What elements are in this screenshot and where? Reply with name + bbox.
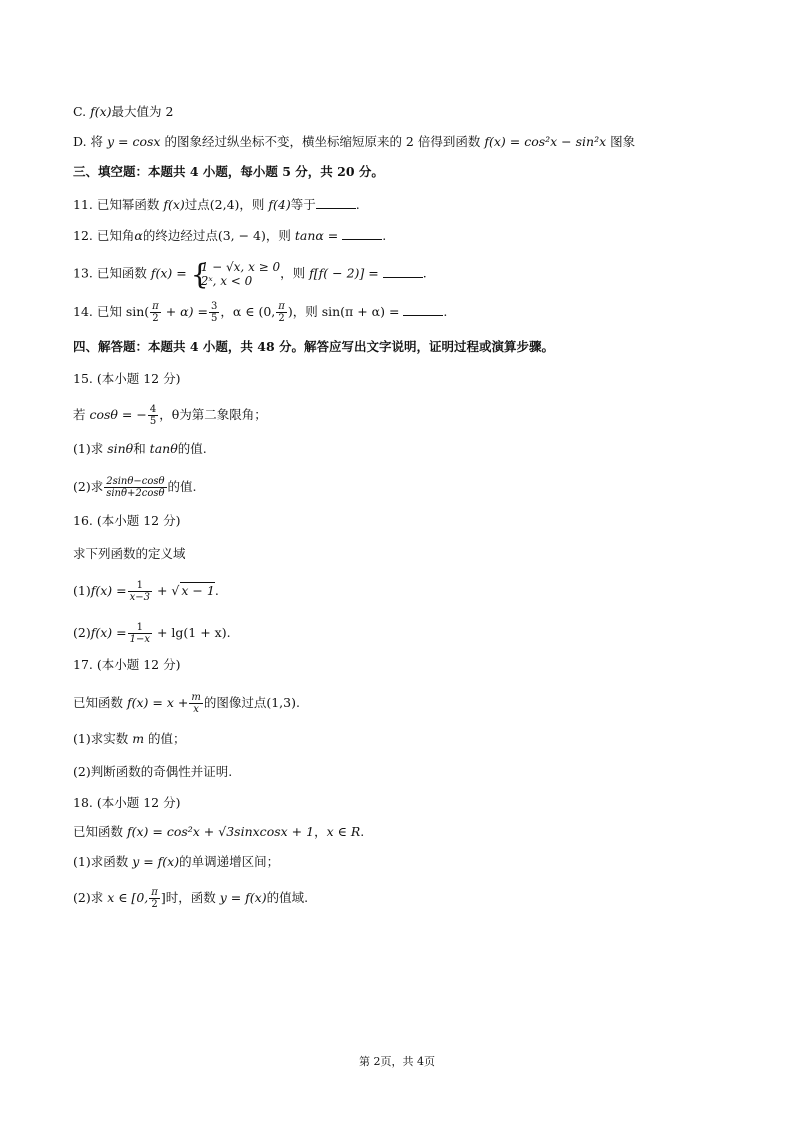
fraction: $\frac{1}{x-3}$ <box>129 580 150 603</box>
question-18-part-2: (2)求 x ∈ [0, $\frac{\pi}{2}$ ]时，函数 y = f(x)的值域. <box>73 887 309 910</box>
question-17-part-1: (1)求实数 m 的值； <box>73 731 186 746</box>
question-18-part-1: (1)求函数 y = f(x)的单调递增区间； <box>73 854 280 869</box>
question-14: 14. 已知 sin( $\frac{\pi}{2}$ + α) = $\frac{3}{5}$ ，α ∈ (0, $\frac{\pi}{2}$ )，则 sin(π + α) = . <box>73 301 448 324</box>
section-solution-title: 四、解答题：本题共 4 小题，共 48 分。解答应写出文字说明，证明过程或演算步骤。 <box>73 339 555 354</box>
section-fill-in-title: 三、填空题：本题共 4 小题，每小题 5 分，共 20 分。 <box>73 164 384 179</box>
question-12: 12. 已知角α的终边经过点(3, − 4)，则 tanα = . <box>73 228 387 243</box>
fraction: $\frac{3}{5}$ <box>210 301 218 324</box>
question-16-heading: 16. (本小题 12 分) <box>73 513 181 528</box>
question-18-condition: 已知函数 f(x) = cos²x + √3sinxcosx + 1，x ∈ R. <box>73 824 365 839</box>
fraction: $\frac{\pi}{2}$ <box>152 301 159 324</box>
question-18-heading: 18. (本小题 12 分) <box>73 795 181 810</box>
fraction: $\frac{\pi}{2}$ <box>151 887 158 910</box>
fraction: $\frac{2\sin\theta-\cos\theta}{\sin\theta+2\cos\theta}$ <box>106 476 165 499</box>
answer-blank <box>383 265 423 278</box>
question-17-heading: 17. (本小题 12 分) <box>73 657 181 672</box>
square-root: x − 1 <box>181 583 215 598</box>
answer-blank <box>342 227 382 240</box>
fraction: $\frac{1}{1-x}$ <box>129 622 150 645</box>
page-footer: 第 2页，共 4页 <box>359 1055 435 1068</box>
question-15-part-1: (1)求 sinθ和 tanθ的值. <box>73 441 207 456</box>
question-15-condition: 若 cosθ = − $\frac{4}{5}$ ，θ为第二象限角； <box>73 404 267 427</box>
question-16-condition: 求下列函数的定义域 <box>73 546 186 561</box>
answer-blank <box>403 303 443 316</box>
question-17-condition: 已知函数 f(x) = x + $\frac{m}{x}$ 的图像过点(1,3). <box>73 692 300 715</box>
question-13: 13. 已知函数 f(x) = { 1 − √x, x ≥ 0 2ˣ, x < 0 ，则 f[f( − 2)] = . <box>73 258 427 291</box>
option-c: C. f(x)最大值为 2 <box>73 104 174 119</box>
brace-symbol: { <box>190 258 209 291</box>
question-15-heading: 15. (本小题 12 分) <box>73 371 181 386</box>
question-16-part-2: (2)f(x) = $\frac{1}{1-x}$ + lg(1 + x). <box>73 622 231 645</box>
fraction: $\frac{\pi}{2}$ <box>278 301 285 324</box>
fraction: $\frac{m}{x}$ <box>191 692 201 715</box>
fraction: $\frac{4}{5}$ <box>149 404 157 427</box>
question-16-part-1: (1)f(x) = $\frac{1}{x-3}$ + √ x − 1. <box>73 580 219 603</box>
piecewise-definition: { 1 − √x, x ≥ 0 2ˣ, x < 0 <box>190 258 281 291</box>
question-11: 11. 已知幂函数 f(x)过点(2,4)，则 f(4)等于 . <box>73 197 360 212</box>
question-17-part-2: (2)判断函数的奇偶性并证明. <box>73 764 233 779</box>
answer-blank <box>316 196 356 209</box>
option-d: D. 将 y = cosx 的图象经过纵坐标不变，横坐标缩短原来的 2 倍得到函数 f(x) = cos²x − sin²x 图象 <box>73 134 636 149</box>
question-15-part-2: (2)求 $\frac{2\sin\theta-\cos\theta}{\sin\theta+2\cos\theta}$ 的值. <box>73 476 197 499</box>
